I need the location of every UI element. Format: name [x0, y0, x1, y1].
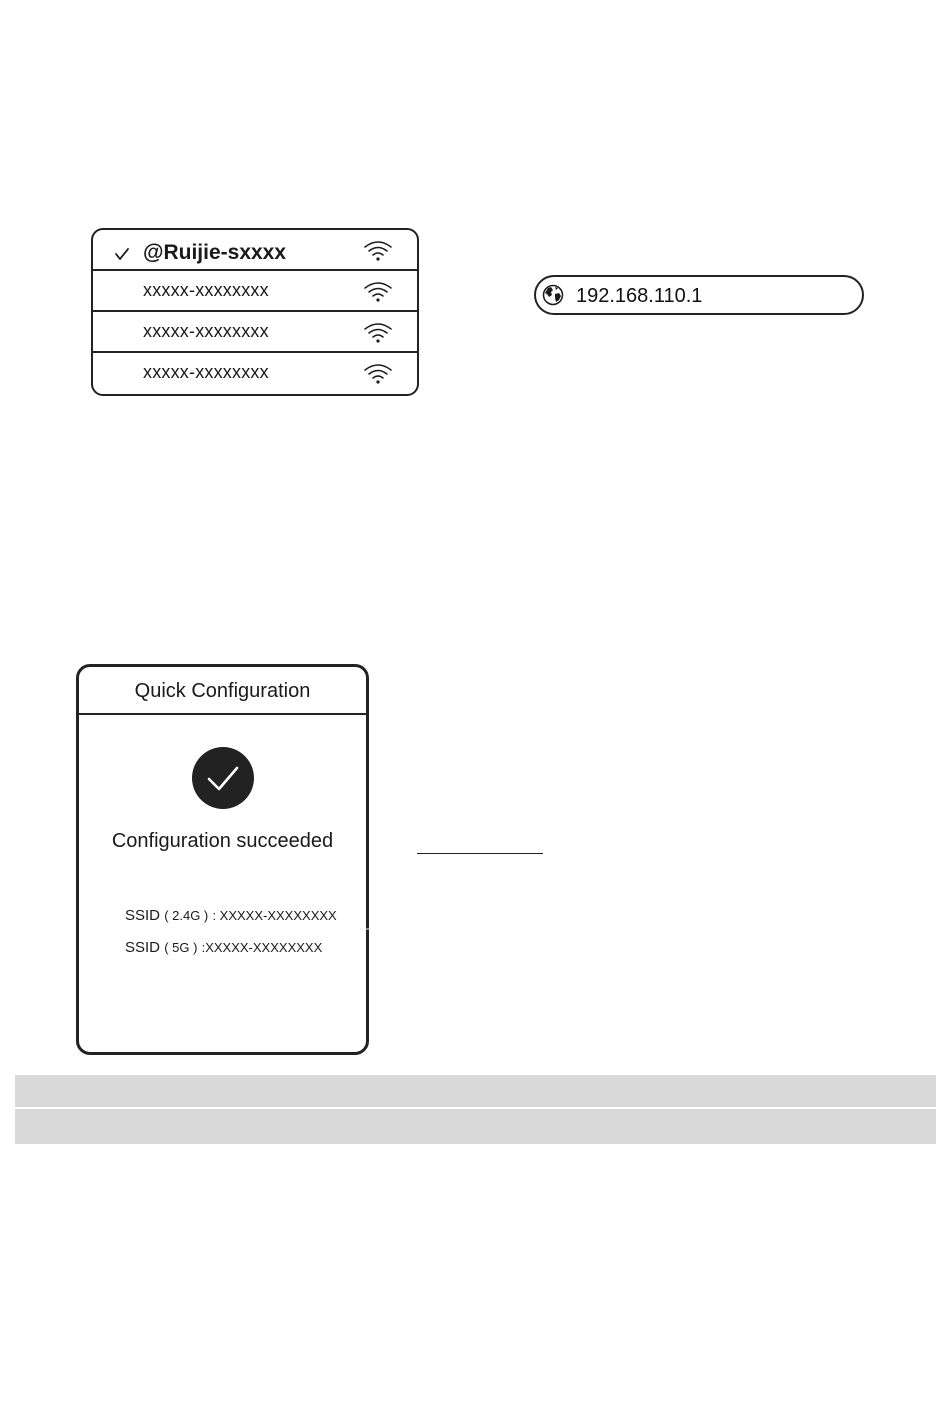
- table-header-band: [15, 1109, 936, 1144]
- ssid-5g-line: [125, 939, 322, 956]
- ssid-label: SSID: [125, 939, 161, 956]
- band-label: ( 2.4G ): [164, 908, 209, 923]
- wifi-network-list: [91, 228, 419, 396]
- ssid-24g-line: [125, 907, 337, 924]
- success-check-circle-icon: [191, 746, 255, 810]
- config-status-text: Configuration succeeded: [111, 830, 334, 852]
- card-title: Quick Configuration: [134, 680, 311, 702]
- wifi-network-item[interactable]: [93, 271, 417, 312]
- browser-address-bar[interactable]: [534, 275, 864, 315]
- underline-rule: [417, 853, 543, 854]
- wifi-network-item[interactable]: [93, 230, 417, 271]
- address-url: 192.168.110.1: [576, 285, 703, 307]
- wifi-ssid-label: xxxxx-xxxxxxxx: [143, 362, 269, 382]
- wifi-signal-icon: [363, 281, 393, 303]
- wifi-network-item[interactable]: [93, 312, 417, 353]
- wifi-signal-icon: [363, 240, 393, 262]
- wifi-ssid-label: xxxxx-xxxxxxxx: [143, 321, 269, 341]
- wifi-signal-icon: [363, 322, 393, 344]
- quick-configuration-card: [76, 664, 369, 1055]
- ssid-value: :XXXXX-XXXXXXXX: [201, 940, 323, 955]
- band-label: ( 5G ): [164, 940, 198, 955]
- wifi-ssid-label: xxxxx-xxxxxxxx: [143, 280, 269, 300]
- wifi-network-item[interactable]: [93, 353, 417, 393]
- globe-icon: [542, 284, 564, 306]
- checkmark-icon: [115, 247, 129, 261]
- ssid-value: : XXXXX-XXXXXXXX: [212, 908, 337, 923]
- table-header-band: [15, 1075, 936, 1108]
- wifi-signal-icon: [363, 363, 393, 385]
- ssid-label: SSID: [125, 907, 161, 924]
- wifi-ssid-label: @Ruijie-sxxxx: [143, 241, 287, 264]
- scan-speck: [366, 928, 369, 930]
- card-header: [79, 667, 366, 715]
